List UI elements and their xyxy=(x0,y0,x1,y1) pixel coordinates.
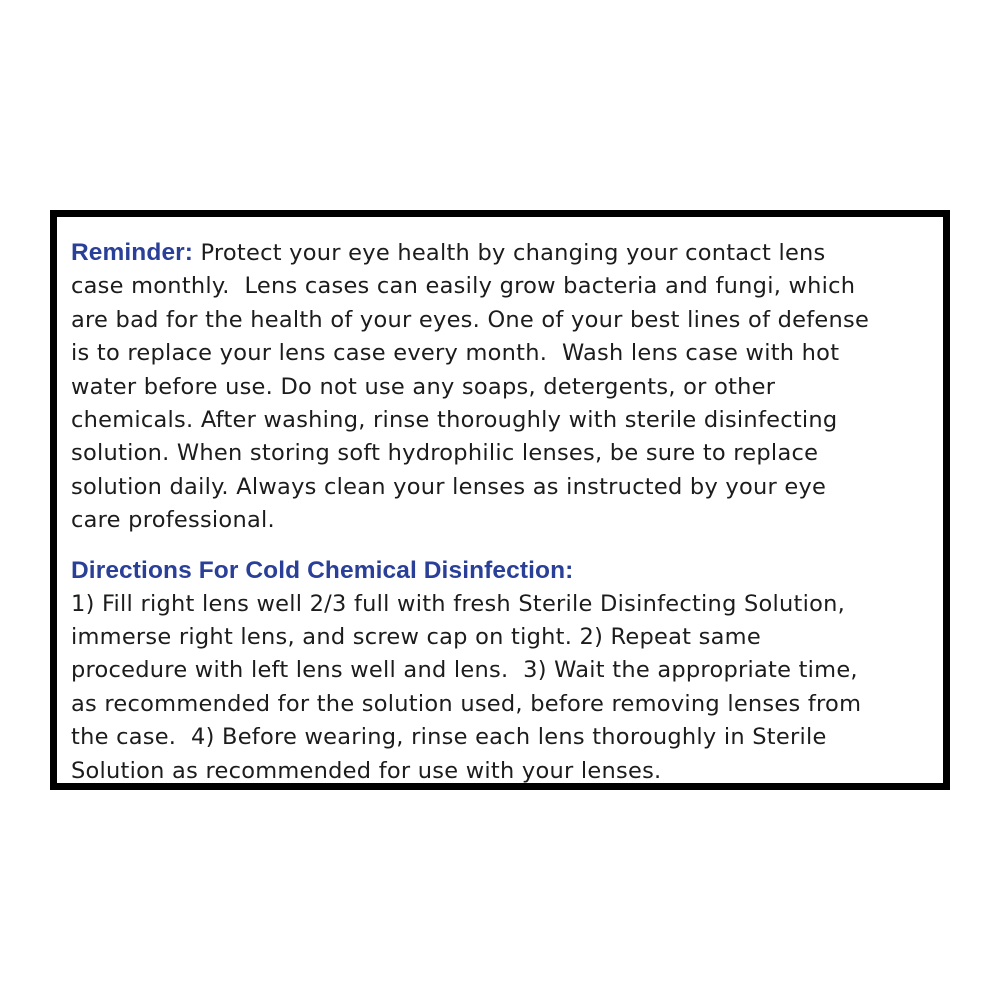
instruction-card xyxy=(50,210,950,790)
directions-heading: Directions For Cold Chemical Disinfection: xyxy=(71,556,574,584)
directions-line: the case. 4) Before wearing, rinse each lens thoroughly in Sterile xyxy=(71,724,827,751)
directions-line: 1) Fill right lens well 2/3 full with fresh Sterile Disinfecting Solution, xyxy=(71,590,846,617)
reminder-line: water before use. Do not use any soaps, detergents, or other xyxy=(71,373,776,400)
reminder-line: chemicals. After washing, rinse thoroughly with sterile disinfecting xyxy=(71,407,838,434)
reminder-label: Reminder: xyxy=(71,239,194,266)
reminder-line: solution. When storing soft hydrophilic lenses, be sure to replace xyxy=(71,440,819,467)
reminder-line: solution daily. Always clean your lenses as instructed by your eye xyxy=(71,473,827,500)
directions-line: procedure with left lens well and lens. 3) Wait the appropriate time, xyxy=(71,657,858,684)
reminder-line: are bad for the health of your eyes. One of your best lines of defense xyxy=(71,306,870,333)
reminder-line-text: Protect your eye health by changing your contact lens xyxy=(193,240,826,266)
reminder-line xyxy=(71,236,933,270)
reminder-paragraph xyxy=(71,236,933,538)
directions-line: immerse right lens, and screw cap on tight. 2) Repeat same xyxy=(71,624,761,651)
reminder-line: care professional. xyxy=(71,507,275,534)
directions-paragraph xyxy=(71,588,933,788)
directions-line: Solution as recommended for use with your lenses. xyxy=(71,757,662,784)
reminder-line: case monthly. Lens cases can easily grow bacteria and fungi, which xyxy=(71,273,856,300)
directions-section xyxy=(71,554,933,788)
directions-line: as recommended for the solution used, before removing lenses from xyxy=(71,690,862,717)
reminder-line: is to replace your lens case every month. Wash lens case with hot xyxy=(71,340,840,367)
